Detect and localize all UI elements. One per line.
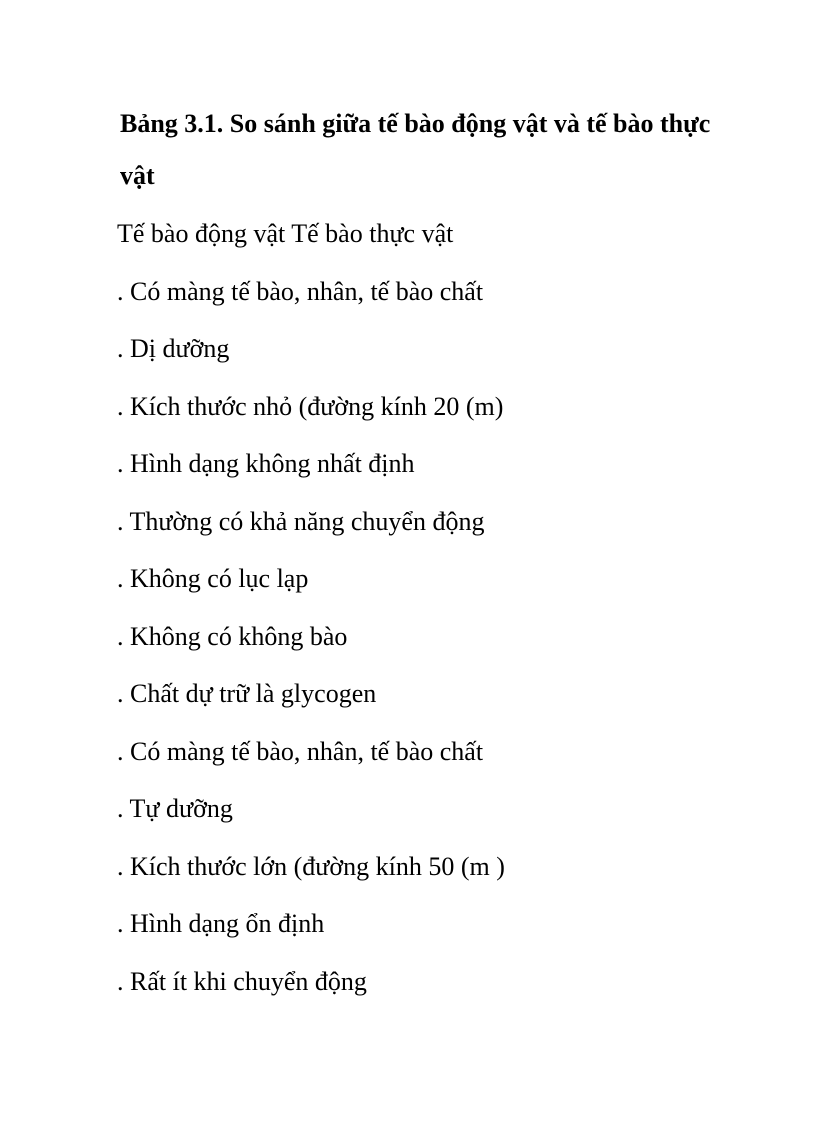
line-item: . Kích thước lớn (đường kính 50 (m )	[117, 851, 505, 881]
line-item: . Không có không bào	[117, 621, 348, 651]
table-title: Bảng 3.1. So sánh giữa tế bào động vật và tế bào thực vật	[120, 109, 711, 190]
line-item: . Thường có khả năng chuyển động	[117, 506, 485, 536]
line-item: . Chất dự trữ là glycogen	[117, 679, 377, 708]
header-row: Tế bào động vật Tế bào thực vật	[117, 219, 454, 248]
line-item: . Kích thước nhỏ (đường kính 20 (m)	[117, 391, 504, 421]
line-item: . Không có lục lạp	[117, 564, 309, 593]
line-item: . Hình dạng ổn định	[117, 909, 325, 938]
line-item: . Tự dưỡng	[117, 794, 233, 823]
line-item: . Rất ít khi chuyển động	[117, 966, 367, 996]
line-item: . Hình dạng không nhất định	[117, 449, 415, 478]
comparison-lines	[117, 205, 505, 1010]
line-item: . Có màng tế bào, nhân, tế bào chất	[117, 736, 484, 766]
line-item: . Dị dưỡng	[117, 334, 230, 363]
line-item: . Có màng tế bào, nhân, tế bào chất	[117, 276, 484, 306]
